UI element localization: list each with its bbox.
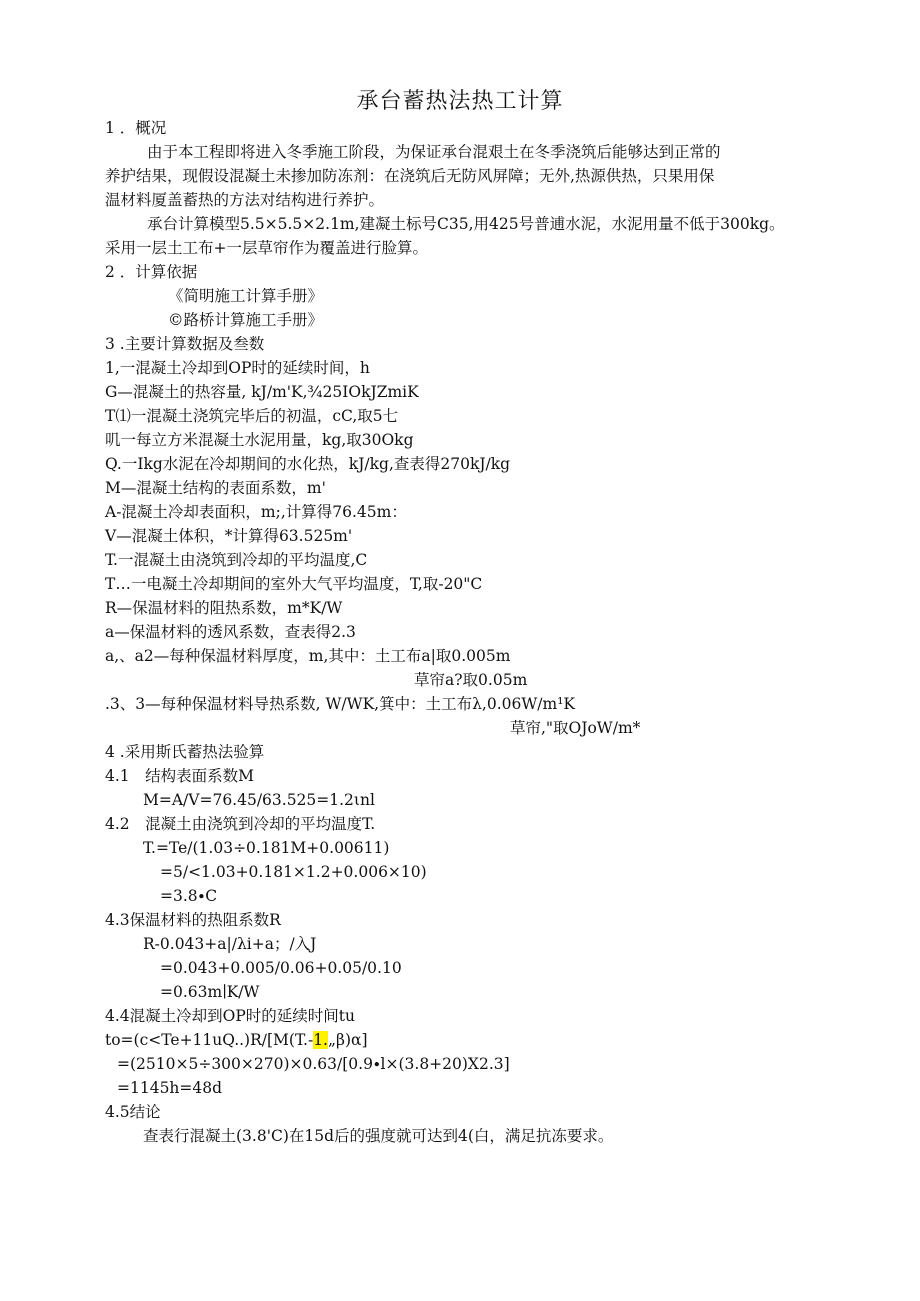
parameter-line: 叽一每立方米混凝土水泥用量，kg,取30Okg bbox=[105, 431, 414, 449]
parameter-line: M—混凝土结构的表面系数，m' bbox=[105, 479, 326, 497]
subsection-heading: 4.3保温材料的热阻系数R bbox=[105, 911, 281, 929]
formula-line: =(2510×5÷300×270)×0.63∕[0.9∙l×(3.8+20)X2.3] bbox=[117, 1055, 510, 1073]
subsection-heading: 4.2 混凝土由浇筑到冷却的平均温度T. bbox=[105, 815, 376, 833]
formula-text: „β)α] bbox=[327, 1031, 368, 1049]
parameter-line: T.一混凝土由浇筑到冷却的平均温度,C bbox=[105, 551, 368, 569]
subsection-heading: 4.5结论 bbox=[105, 1103, 161, 1121]
conclusion-line: 查表行混凝土(3.8'C)在15d后的强度就可达到4(白，满足抗冻要求。 bbox=[143, 1127, 614, 1145]
formula-line: =0.63m∣K∕W bbox=[160, 983, 260, 1001]
formula-line-to bbox=[105, 1029, 368, 1051]
section-heading-2: 2 ．计算依据 bbox=[105, 263, 198, 281]
parameter-line: T…一电凝土冷却期间的室外大气平均温度，T,取-20"C bbox=[105, 575, 483, 593]
formula-line: R-0.043+a|∕λi+a；/入J bbox=[143, 935, 317, 953]
subsection-heading: 4.1 结构表面系数M bbox=[105, 767, 255, 785]
formula-line: M=A∕V=76.45/63.525=1.2ιnl bbox=[143, 791, 375, 809]
formula-line: T.=Te/(1.03÷0.181M+0.00611) bbox=[143, 839, 390, 857]
paragraph-line: 由于本工程即将进入冬季施工阶段，为保证承台混艰土在冬季浇筑后能够达到正常的 bbox=[147, 143, 721, 161]
formula-line: =1145h=48d bbox=[117, 1079, 223, 1097]
parameter-line: A-混凝土冷却表面积，m;,计算得76.45m： bbox=[105, 503, 407, 521]
paragraph-line: 采用一层土工布+一层草帘作为覆盖进行脸算。 bbox=[105, 239, 428, 257]
section-heading-4: 4 .采用斯氏蓄热法验算 bbox=[105, 743, 265, 761]
paragraph-line: 温材料厦盖蓄热的方法对结构进行养护。 bbox=[105, 191, 385, 209]
parameter-line: G—混凝土的热容量, kJ/m'K,¾25IOkJZmiK bbox=[105, 383, 419, 401]
parameter-line: T⑴一混凝土浇筑完毕后的初温，cC,取5七 bbox=[105, 407, 399, 425]
subsection-heading: 4.4混凝土冷却到OP时的延续时间tu bbox=[105, 1007, 355, 1025]
formula-line: =5/<1.03+0.181×1.2+0.006×10) bbox=[160, 863, 427, 881]
parameter-line: 草帘,"取OJoW/m* bbox=[510, 719, 641, 737]
highlighted-text: 1. bbox=[313, 1031, 328, 1049]
paragraph-line: 承台计算模型5.5×5.5×2.1m,建凝土标号C35,用425号普逋水泥，水泥用量不低于300kg。 bbox=[147, 215, 785, 233]
reference-item: 《简明施工计算手册》 bbox=[168, 287, 324, 305]
formula-line: =3.8∙C bbox=[160, 887, 218, 905]
reference-item: ©路桥计算施工手册》 bbox=[168, 311, 324, 329]
parameter-line: a,、a2—每种保温材料厚度，m,其中：土工布a|取0.005m bbox=[105, 647, 511, 665]
parameter-line: 草帘a?取0.05m bbox=[414, 671, 528, 689]
parameter-line: Q.一Ikg水泥在冷却期间的水化热，kJ∕kg,查表得270kJ∕kg bbox=[105, 455, 511, 473]
section-heading-3: 3 .主要计算数据及叁数 bbox=[105, 335, 265, 353]
parameter-line: a—保温材料的透风系数，查表得2.3 bbox=[105, 623, 356, 641]
parameter-line: V—混凝土体积，*计算得63.525m' bbox=[105, 527, 353, 545]
parameter-line: 1,一混凝土冷却到OP时的延续时间，h bbox=[105, 359, 370, 377]
page-title: 承台蓄热法热工计算 bbox=[356, 89, 564, 114]
section-heading-1: 1 ．概况 bbox=[105, 119, 167, 137]
formula-text: to=(c<Te+11uQ..)R∕[M(T.- bbox=[105, 1031, 314, 1049]
parameter-line: R—保温材料的阻热系数，m*K∕W bbox=[105, 599, 343, 617]
formula-line: =0.043+0.005/0.06+0.05/0.10 bbox=[160, 959, 402, 977]
parameter-line: .3、3—每种保温材料导热系数, W/WK,箕中：土工布λ,0.06W∕m¹K bbox=[105, 695, 576, 713]
paragraph-line: 养护结果，现假设混凝土未掺加防冻剂：在浇筑后无防风屏障；无外,热源供热，只果用保 bbox=[105, 167, 715, 185]
